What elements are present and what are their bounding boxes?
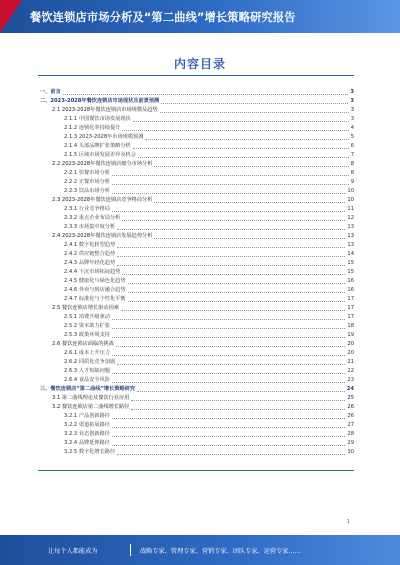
- toc-entry-page: 28: [347, 431, 354, 437]
- toc-entry-title: 2.6.2 同质化竞争加剧: [64, 359, 116, 365]
- toc-entry-title: 2.2.1 快餐市场分析: [64, 170, 110, 176]
- toc-leader-dots: [133, 147, 349, 149]
- toc-leader-dots: [112, 435, 345, 437]
- toc-entry-title: 2.1.3 2023-2028年市场规模预测: [64, 134, 144, 140]
- toc-entry[interactable]: [0, 402, 400, 411]
- toc-entry-page: 11: [347, 206, 354, 212]
- toc-leader-dots: [117, 363, 345, 365]
- toc-entry-page: 24: [346, 386, 354, 392]
- toc-leader-dots: [117, 228, 345, 230]
- toc-leader-dots: [117, 453, 345, 455]
- toc-entry[interactable]: [0, 303, 400, 312]
- toc-entry-page: 19: [347, 332, 354, 338]
- toc-leader-dots: [117, 264, 345, 266]
- toc-leader-dots: [160, 111, 349, 113]
- toc-entry-title: 2.3.2 重点企业布局分析: [64, 215, 121, 221]
- toc-entry-page: 15: [347, 269, 354, 275]
- toc-leader-dots: [112, 174, 349, 176]
- toc-leader-dots: [112, 336, 345, 338]
- toc-entry-page: 27: [347, 422, 354, 428]
- toc-entry-title: 2.4.1 数字化转型趋势: [64, 242, 116, 248]
- toc-entry-title: 3.2.3 业态创新路径: [64, 431, 110, 437]
- toc-entry-page: 26: [347, 404, 354, 410]
- toc-leader-dots: [161, 102, 348, 104]
- toc-leader-dots: [112, 417, 345, 419]
- toc-entry-title: 2.1 2023-2028年餐饮连锁店市场规模及趋势: [52, 107, 158, 113]
- toc-leader-dots: [112, 354, 345, 356]
- footer-bar: [0, 535, 400, 565]
- toc-entry-title: 2.1.2 连锁化率持续提升: [64, 125, 121, 131]
- toc-entry[interactable]: [0, 159, 400, 168]
- toc-leader-dots: [131, 408, 345, 410]
- toc-entry-page: 21: [347, 359, 354, 365]
- toc-entry-page: 17: [347, 296, 354, 302]
- toc-leader-dots: [112, 381, 345, 383]
- toc-entry-title: 2.2.2 正餐市场分析: [64, 179, 110, 185]
- toc-entry[interactable]: [0, 132, 400, 141]
- toc-title: 内容目录: [173, 57, 226, 71]
- toc-entry[interactable]: [0, 294, 400, 303]
- toc-leader-dots: [128, 291, 346, 293]
- toc-leader-dots: [121, 309, 345, 311]
- toc-entry-page: 3: [350, 116, 354, 122]
- toc-entry-title: 2.4.7 标准化与个性化平衡: [64, 296, 126, 302]
- toc-leader-dots: [154, 237, 345, 239]
- toc-entry-page: 6: [350, 143, 354, 149]
- toc-entry[interactable]: [0, 438, 400, 447]
- toc-leader-dots: [154, 201, 345, 203]
- toc-leader-dots: [133, 120, 349, 122]
- toc-leader-dots: [154, 165, 348, 167]
- toc-entry[interactable]: [0, 384, 400, 393]
- toc-entry-page: 3: [350, 89, 354, 95]
- toc-entry[interactable]: [0, 141, 400, 150]
- toc-entry-page: 13: [347, 242, 354, 248]
- toc-entry-page: 12: [347, 215, 354, 221]
- toc-entry[interactable]: [0, 375, 400, 384]
- toc-entry[interactable]: [0, 87, 400, 96]
- toc-entry[interactable]: [0, 285, 400, 294]
- toc-leader-dots: [145, 138, 348, 140]
- toc-entry[interactable]: [0, 348, 400, 357]
- toc-leader-dots: [117, 246, 345, 248]
- toc-entry-page: 10: [347, 197, 354, 203]
- toc-entry-title: 2.2 2023-2028年餐饮连锁店细分市场分析: [52, 161, 153, 167]
- toc-entry-page: 18: [347, 323, 354, 329]
- toc-entry[interactable]: [0, 186, 400, 195]
- report-title: 餐饮连锁店市场分析及“第二曲线”增长策略研究报告: [30, 11, 296, 24]
- toc-entry-page: 16: [347, 278, 354, 284]
- toc-entry[interactable]: [0, 366, 400, 375]
- toc-leader-dots: [112, 426, 345, 428]
- toc-entry[interactable]: [0, 312, 400, 321]
- toc-entry[interactable]: [0, 213, 400, 222]
- toc-entry-title: 一、前言: [40, 89, 61, 95]
- toc-leader-dots: [63, 93, 349, 95]
- toc-entry-title: 3.2.1 产品创新路径: [64, 413, 110, 419]
- toc-entry-title: 3.2 餐饮连锁店第二曲线增长路径: [52, 404, 130, 410]
- toc-entry-title: 2.5.2 资本助力扩张: [64, 323, 110, 329]
- toc-leader-dots: [112, 318, 345, 320]
- toc-leader-dots: [131, 399, 345, 401]
- toc-leader-dots: [137, 390, 345, 392]
- toc-entry[interactable]: [0, 429, 400, 438]
- toc-entry[interactable]: [0, 177, 400, 186]
- toc-entry-title: 2.6.3 人才短缺问题: [64, 368, 110, 374]
- toc-entry-title: 三、餐饮连锁店“第二曲线”增长策略研究: [40, 386, 136, 392]
- toc-entry-title: 3.1 第二曲线理论及餐饮行业应用: [52, 395, 130, 401]
- toc-entry-page: 8: [350, 170, 354, 176]
- toc-entry-page: 17: [347, 305, 354, 311]
- toc-entry-title: 2.4.5 健康化与绿色化趋势: [64, 278, 126, 284]
- toc-entry[interactable]: [0, 231, 400, 240]
- toc-entry[interactable]: [0, 393, 400, 402]
- toc-leader-dots: [112, 327, 345, 329]
- toc-top-rule: [38, 75, 354, 76]
- toc-entry-page: 30: [347, 449, 354, 455]
- toc-entry-page: 22: [347, 368, 354, 374]
- toc-leader-dots: [116, 345, 346, 347]
- toc-entry-title: 2.1.4 头部品牌扩张策略分析: [64, 143, 131, 149]
- toc-entry[interactable]: [0, 150, 400, 159]
- toc-entry-page: 14: [347, 251, 354, 257]
- toc-entry-title: 2.6.1 成本上升压力: [64, 350, 110, 356]
- toc-entry-page: 13: [347, 224, 354, 230]
- toc-entry-title: 二、2023-2028年餐饮连锁店市场现状及前景预测: [40, 98, 160, 104]
- toc-entry-title: 2.4.3 品牌年轻化趋势: [64, 260, 116, 266]
- toc-entry-title: 2.2.3 饮品市场分析: [64, 188, 110, 194]
- toc-entry-page: 7: [350, 152, 354, 158]
- footer-slogan-left: 让每个人都能成为: [48, 548, 98, 555]
- toc-leader-dots: [128, 300, 346, 302]
- toc-entry-page: 26: [347, 413, 354, 419]
- toc-entry-title: 3.2.5 数字化增长路径: [64, 449, 116, 455]
- toc-entry[interactable]: [0, 420, 400, 429]
- toc-entry-page: 9: [350, 179, 354, 185]
- toc-entry-title: 2.4.2 供应链整合趋势: [64, 251, 116, 257]
- toc-entry-title: 2.3.1 行业竞争格局: [64, 206, 110, 212]
- toc-entry[interactable]: [0, 195, 400, 204]
- toc-entry[interactable]: [0, 114, 400, 123]
- toc-entry-title: 2.1.1 中国餐饮市场发展现状: [64, 116, 131, 122]
- toc-leader-dots: [122, 273, 345, 275]
- toc-entry-page: 4: [350, 125, 354, 131]
- toc-entry-page: 25: [347, 395, 354, 401]
- toc-entry[interactable]: [0, 96, 400, 105]
- toc-entry-title: 2.6 餐饮连锁店面临的挑战: [52, 341, 114, 347]
- toc-entry[interactable]: [0, 339, 400, 348]
- toc-entry[interactable]: [0, 330, 400, 339]
- toc-leader-dots: [112, 183, 349, 185]
- toc-entry[interactable]: [0, 276, 400, 285]
- toc-leader-dots: [138, 156, 349, 158]
- toc-entry-page: 29: [347, 440, 354, 446]
- toc-entry-title: 2.4.6 外卖与到店融合趋势: [64, 287, 126, 293]
- toc-entry-title: 3.2.4 品牌延伸路径: [64, 440, 110, 446]
- toc-entry[interactable]: [0, 204, 400, 213]
- toc-entry-title: 2.5.1 消费升级驱动: [64, 314, 110, 320]
- toc-entry-title: 2.6.4 食品安全风险: [64, 377, 110, 383]
- toc-entry[interactable]: [0, 357, 400, 366]
- toc-entry-page: 13: [347, 233, 354, 239]
- page-number: 1: [346, 519, 350, 525]
- toc-entry[interactable]: [0, 168, 400, 177]
- toc-entry[interactable]: [0, 258, 400, 267]
- toc-entry-title: 3.2.2 渠道拓展路径: [64, 422, 110, 428]
- toc-entry[interactable]: [0, 447, 400, 456]
- header-red-accent: [0, 0, 22, 33]
- footer-separator: [130, 544, 131, 556]
- toc-bottom-rule: [38, 470, 354, 471]
- report-header-bar: [0, 0, 400, 33]
- toc-entry-title: 2.5.3 政策环境支持: [64, 332, 110, 338]
- toc-entry[interactable]: [0, 123, 400, 132]
- toc-leader-dots: [112, 372, 345, 374]
- toc-entry-page: 16: [347, 287, 354, 293]
- toc-entry-page: 17: [347, 314, 354, 320]
- toc-entry[interactable]: [0, 321, 400, 330]
- toc-entry-page: 20: [347, 350, 354, 356]
- toc-leader-dots: [117, 255, 345, 257]
- toc-entry-page: 3: [350, 107, 354, 113]
- toc-entry-title: 2.3 2023-2028年餐饮连锁店竞争格局分析: [52, 197, 153, 203]
- toc-leader-dots: [122, 129, 348, 131]
- toc-entry[interactable]: [0, 240, 400, 249]
- toc-entry-page: 20: [347, 341, 354, 347]
- toc-entry-page: 3: [350, 98, 354, 104]
- toc-entry-page: 8: [350, 161, 354, 167]
- toc-entry-page: 5: [350, 134, 354, 140]
- toc-entry-page: 15: [347, 260, 354, 266]
- toc-leader-dots: [128, 282, 346, 284]
- toc-entry[interactable]: [0, 105, 400, 114]
- toc-leader-dots: [112, 444, 345, 446]
- toc-entry[interactable]: [0, 222, 400, 231]
- toc-entry[interactable]: [0, 267, 400, 276]
- toc-entry-title: 2.5 餐饮连锁店增长驱动因素: [52, 305, 119, 311]
- toc-entry-title: 2.4 2023-2028年餐饮连锁店发展趋势分析: [52, 233, 153, 239]
- toc-entry-title: 2.1.5 区域市场发展差异及机会: [64, 152, 136, 158]
- toc-entry-page: 10: [347, 188, 354, 194]
- footer-slogan-right: 战略专家、管理专家、营销专家、团队专家、运营专家……: [140, 548, 301, 555]
- toc-entry-title: 2.3.3 市场集中度分析: [64, 224, 116, 230]
- toc-leader-dots: [112, 192, 345, 194]
- toc-entry[interactable]: [0, 249, 400, 258]
- toc-leader-dots: [122, 219, 345, 221]
- toc-leader-dots: [112, 210, 345, 212]
- toc-entry-page: 23: [347, 377, 354, 383]
- toc-entry[interactable]: [0, 411, 400, 420]
- toc-entry-title: 2.4.4 下沉市场拓展趋势: [64, 269, 121, 275]
